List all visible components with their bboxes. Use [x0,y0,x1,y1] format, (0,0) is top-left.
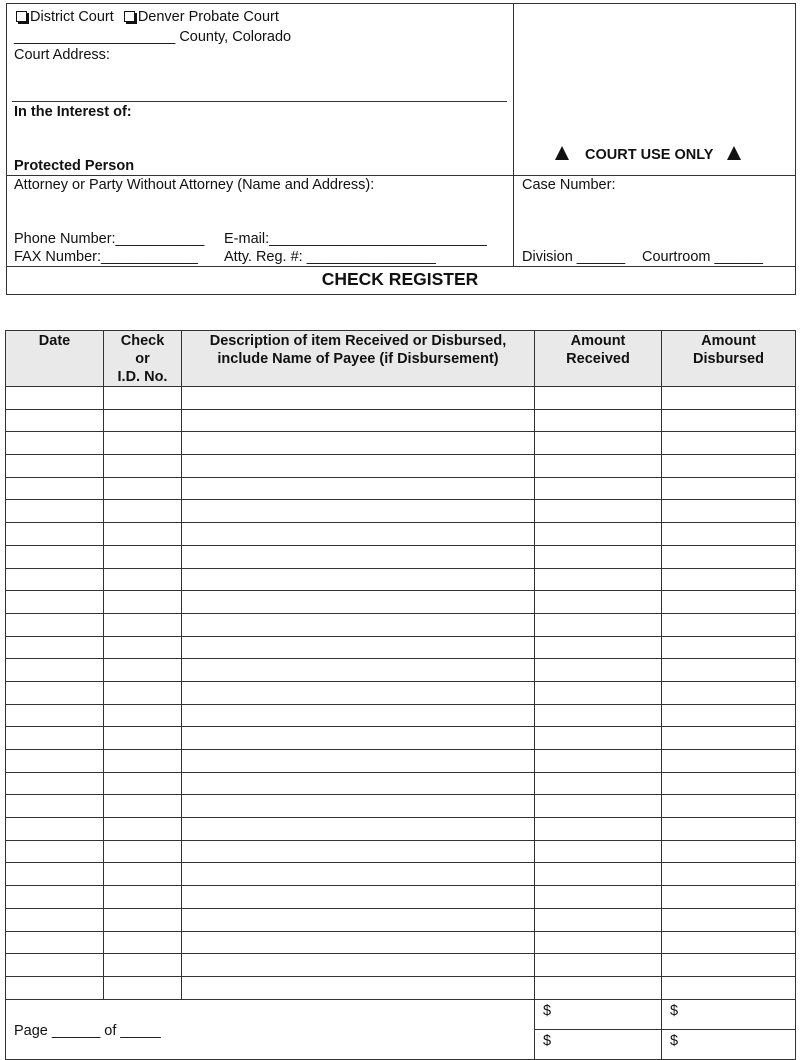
check-number-cell[interactable] [104,840,182,863]
check-number-cell[interactable] [104,545,182,568]
amount-disbursed-cell[interactable] [662,523,796,546]
amount-disbursed-cell[interactable] [662,976,796,999]
description-cell[interactable] [182,908,535,931]
date-cell[interactable] [6,976,104,999]
amount-disbursed-cell[interactable] [662,455,796,478]
amount-received-cell[interactable] [535,477,662,500]
amount-disbursed-cell[interactable] [662,659,796,682]
check-number-cell[interactable] [104,931,182,954]
date-cell[interactable] [6,636,104,659]
check-register-table [5,330,796,1060]
attorney-label: Attorney or Party Without Attorney (Name and Address): [14,177,375,193]
description-cell[interactable] [182,840,535,863]
date-cell[interactable] [6,954,104,977]
table-row [6,387,796,410]
date-cell[interactable] [6,908,104,931]
district-court-checkbox[interactable] [16,11,27,22]
table-row [6,931,796,954]
date-cell[interactable] [6,477,104,500]
check-number-cell[interactable] [104,750,182,773]
amount-disbursed-cell[interactable] [662,931,796,954]
amount-received-cell[interactable] [535,908,662,931]
court-use-only-label: COURT USE ONLY [585,147,714,163]
register-rows [6,387,796,1000]
date-cell[interactable] [6,613,104,636]
date-cell[interactable] [6,863,104,886]
table-row [6,477,796,500]
table-row [6,409,796,432]
check-number-cell[interactable] [104,500,182,523]
date-cell[interactable] [6,432,104,455]
currency-symbol: $ [543,1032,552,1049]
table-row [6,818,796,841]
table-row [6,681,796,704]
courtroom-field[interactable]: Courtroom ______ [642,249,763,265]
table-row [6,545,796,568]
table-row [6,659,796,682]
atty-reg-field[interactable]: Atty. Reg. #: ________________ [224,249,436,265]
check-number-cell[interactable] [104,863,182,886]
table-row [6,840,796,863]
amount-disbursed-cell[interactable] [662,681,796,704]
date-cell[interactable] [6,591,104,614]
amount-received-cell[interactable] [535,432,662,455]
check-number-cell[interactable] [104,455,182,478]
protected-person-label: Protected Person [14,158,135,174]
total-row-1 [6,999,796,1029]
date-cell[interactable] [6,886,104,909]
amount-received-cell[interactable] [535,387,662,410]
caption-divider-horizontal-2 [6,266,796,267]
phone-field[interactable]: Phone Number:___________ [14,231,205,247]
description-cell[interactable] [182,387,535,410]
amount-received-cell[interactable] [535,772,662,795]
table-row [6,500,796,523]
check-number-cell[interactable] [104,704,182,727]
amount-disbursed-cell[interactable] [662,772,796,795]
description-cell[interactable] [182,704,535,727]
amount-disbursed-cell[interactable] [662,432,796,455]
description-cell[interactable] [182,500,535,523]
table-row [6,591,796,614]
description-cell[interactable] [182,818,535,841]
date-cell[interactable] [6,931,104,954]
amount-disbursed-cell[interactable] [662,500,796,523]
check-number-cell[interactable] [104,523,182,546]
check-number-cell[interactable] [104,432,182,455]
amount-received-cell[interactable] [535,750,662,773]
date-cell[interactable] [6,545,104,568]
description-cell[interactable] [182,976,535,999]
amount-disbursed-cell[interactable] [662,886,796,909]
table-row [6,954,796,977]
description-cell[interactable] [182,681,535,704]
table-row [6,772,796,795]
check-number-cell[interactable] [104,795,182,818]
check-number-cell[interactable] [104,886,182,909]
date-cell[interactable] [6,455,104,478]
amount-disbursed-cell[interactable] [662,727,796,750]
check-number-cell[interactable] [104,818,182,841]
court-use-only [555,146,741,164]
caption-divider-horizontal-1 [6,175,796,176]
amount-received-cell[interactable] [535,886,662,909]
form-title: CHECK REGISTER [321,269,479,289]
check-number-cell[interactable] [104,727,182,750]
amount-received-cell[interactable] [535,954,662,977]
county-line[interactable]: ____________________ County, Colorado [14,29,292,45]
date-cell[interactable] [6,523,104,546]
interest-underline [12,101,507,102]
date-cell[interactable] [6,387,104,410]
description-cell[interactable] [182,954,535,977]
check-number-cell[interactable] [104,409,182,432]
description-cell[interactable] [182,931,535,954]
amount-received-cell[interactable] [535,818,662,841]
description-cell[interactable] [182,772,535,795]
check-number-cell[interactable] [104,636,182,659]
table-row [6,976,796,999]
description-cell[interactable] [182,568,535,591]
table-row [6,568,796,591]
description-cell[interactable] [182,432,535,455]
amount-disbursed-cell[interactable] [662,840,796,863]
amount-received-cell[interactable] [535,863,662,886]
date-cell[interactable] [6,772,104,795]
check-number-cell[interactable] [104,976,182,999]
description-cell[interactable] [182,613,535,636]
amount-disbursed-cell[interactable] [662,908,796,931]
table-row [6,795,796,818]
amount-disbursed-cell[interactable] [662,795,796,818]
amount-disbursed-cell[interactable] [662,613,796,636]
description-cell[interactable] [182,636,535,659]
description-cell[interactable] [182,659,535,682]
table-row [6,523,796,546]
description-cell[interactable] [182,523,535,546]
description-cell[interactable] [182,750,535,773]
fax-field[interactable]: FAX Number:____________ [14,249,198,265]
table-row [6,863,796,886]
denver-probate-court-checkbox[interactable] [124,11,135,22]
district-court-label: District Court [30,9,114,25]
amount-disbursed-cell[interactable] [662,477,796,500]
table-row [6,750,796,773]
page-number-cell [6,999,535,1059]
up-triangle-icon [727,146,741,160]
amount-received-cell[interactable] [535,591,662,614]
col-header-description: Description of item Received or Disbursed, include Name of Payee (if Disbursement) [182,331,535,387]
table-row [6,886,796,909]
description-cell[interactable] [182,727,535,750]
currency-symbol: $ [670,1002,679,1019]
in-interest-label: In the Interest of: [14,104,132,120]
table-row [6,432,796,455]
description-cell[interactable] [182,409,535,432]
page-number-field[interactable]: Page ______ of _____ [14,1022,161,1039]
check-number-cell[interactable] [104,659,182,682]
email-field[interactable]: E-mail:___________________________ [224,231,487,247]
description-cell[interactable] [182,886,535,909]
description-cell[interactable] [182,477,535,500]
date-cell[interactable] [6,681,104,704]
col-header-date: Date [6,331,104,387]
amount-received-cell[interactable] [535,523,662,546]
amount-received-cell[interactable] [535,727,662,750]
up-triangle-icon [555,146,569,160]
description-cell[interactable] [182,545,535,568]
check-number-cell[interactable] [104,613,182,636]
check-number-cell[interactable] [104,954,182,977]
case-number-label: Case Number: [522,177,616,193]
court-address-label: Court Address: [14,47,110,63]
amount-received-cell[interactable] [535,409,662,432]
check-number-cell[interactable] [104,772,182,795]
amount-disbursed-cell[interactable] [662,591,796,614]
check-number-cell[interactable] [104,908,182,931]
amount-received-cell[interactable] [535,659,662,682]
amount-disbursed-cell[interactable] [662,387,796,410]
amount-disbursed-cell[interactable] [662,545,796,568]
amount-received-cell[interactable] [535,613,662,636]
amount-received-cell[interactable] [535,455,662,478]
table-row [6,727,796,750]
amount-received-cell[interactable] [535,704,662,727]
amount-disbursed-cell[interactable] [662,704,796,727]
balance-received-cell[interactable] [535,1029,662,1059]
court-options [16,10,279,25]
table-header-row [6,331,796,387]
division-field[interactable]: Division ______ [522,249,626,265]
check-number-cell[interactable] [104,591,182,614]
denver-probate-court-label: Denver Probate Court [137,9,279,25]
date-cell[interactable] [6,659,104,682]
amount-received-cell[interactable] [535,636,662,659]
date-cell[interactable] [6,568,104,591]
description-cell[interactable] [182,591,535,614]
amount-disbursed-cell[interactable] [662,750,796,773]
date-cell[interactable] [6,795,104,818]
amount-received-cell[interactable] [535,931,662,954]
amount-received-cell[interactable] [535,795,662,818]
description-cell[interactable] [182,863,535,886]
table-row [6,455,796,478]
amount-disbursed-cell[interactable] [662,636,796,659]
total-received-cell[interactable] [535,999,662,1029]
amount-disbursed-cell[interactable] [662,818,796,841]
description-cell[interactable] [182,795,535,818]
col-header-amount-disbursed: Amount Disbursed [662,331,796,387]
date-cell[interactable] [6,409,104,432]
caption-divider-vertical [513,3,514,266]
date-cell[interactable] [6,750,104,773]
total-disbursed-cell[interactable] [662,999,796,1029]
table-row [6,636,796,659]
amount-received-cell[interactable] [535,500,662,523]
currency-symbol: $ [670,1032,679,1049]
date-cell[interactable] [6,704,104,727]
amount-received-cell[interactable] [535,976,662,999]
table-row [6,704,796,727]
currency-symbol: $ [543,1002,552,1019]
amount-received-cell[interactable] [535,545,662,568]
amount-received-cell[interactable] [535,681,662,704]
date-cell[interactable] [6,500,104,523]
amount-disbursed-cell[interactable] [662,409,796,432]
col-header-check: Check or I.D. No. [104,331,182,387]
check-number-cell[interactable] [104,477,182,500]
amount-received-cell[interactable] [535,568,662,591]
description-cell[interactable] [182,455,535,478]
date-cell[interactable] [6,840,104,863]
check-number-cell[interactable] [104,681,182,704]
amount-disbursed-cell[interactable] [662,568,796,591]
amount-disbursed-cell[interactable] [662,863,796,886]
table-row [6,613,796,636]
table-row [6,908,796,931]
balance-disbursed-cell[interactable] [662,1029,796,1059]
date-cell[interactable] [6,727,104,750]
date-cell[interactable] [6,818,104,841]
check-number-cell[interactable] [104,387,182,410]
col-header-amount-received: Amount Received [535,331,662,387]
check-number-cell[interactable] [104,568,182,591]
amount-received-cell[interactable] [535,840,662,863]
amount-disbursed-cell[interactable] [662,954,796,977]
